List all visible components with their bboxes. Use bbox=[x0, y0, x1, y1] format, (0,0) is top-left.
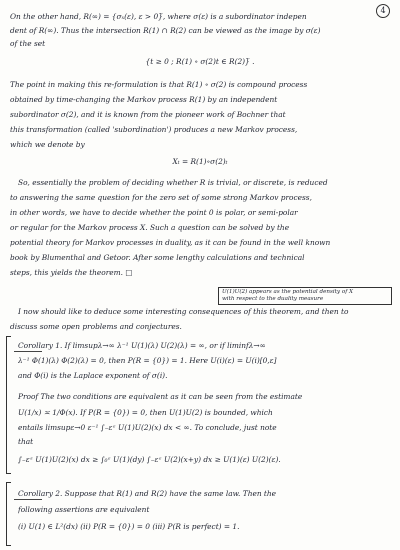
text-line: λ⁻¹ Φ(1)(λ) Φ(2)(λ) = 0, then P(R = {0}) = 1. Here U(i)(ε) = U(i)[0,ε] bbox=[18, 356, 277, 365]
text-line: I now should like to deduce some interesting consequences of this theorem, and then to bbox=[18, 307, 349, 316]
corollary-2-line: Corollary 2. Suppose that R(1) and R(2) have the same law. Then the bbox=[18, 489, 277, 498]
note-line: with respect to the duality measure bbox=[222, 296, 324, 302]
text-line: of the set bbox=[10, 39, 46, 48]
formula-set: {t ≥ 0 ; R(1) ∘ σ(2)t ∈ R(2)}̅ . bbox=[145, 57, 255, 66]
underline-rule bbox=[14, 351, 42, 352]
text-line: following assertions are equivalent bbox=[18, 505, 150, 514]
text-line: subordinator σ(2), and it is known from the pioneer work of Bochner that bbox=[10, 110, 286, 119]
text-line: to answering the same question for the zero set of some strong Markov process, bbox=[10, 193, 312, 202]
text-line: U(1/x) ≍ 1/Φ(x). If P(R = {0}) = 0, then U(1)U(2) is bounded, which bbox=[18, 408, 273, 417]
text-line: that bbox=[18, 437, 34, 446]
text-line: On the other hand, R(∞) = {σₓ(ε), ε > 0}̅, where σ(ε) is a subordinator indepen bbox=[10, 12, 307, 21]
text-line: which we denote by bbox=[10, 140, 85, 149]
formula-x: Xₜ = R(1)∘σ(2)ₜ bbox=[172, 157, 228, 166]
text-line: book by Blumenthal and Getoor. After some lengthy calculations and technical bbox=[10, 253, 305, 262]
text-line: obtained by time-changing the Markov process R(1) by an independent bbox=[10, 95, 278, 104]
corollary-bracket bbox=[6, 482, 11, 546]
corollary-bracket bbox=[6, 336, 11, 474]
text-line: potential theory for Markov processes in duality, as it can be found in the well known bbox=[10, 238, 331, 247]
proof-line: Proof The two conditions are equivalent as it can be seen from the estimate bbox=[18, 392, 303, 401]
text-line: or regular for the Markov process X. Such a question can be solved by the bbox=[10, 223, 290, 232]
text-line: So, essentially the problem of deciding whether R is trivial, or discrete, is reduced bbox=[18, 178, 328, 187]
text-line: and Φ(i) is the Laplace exponent of σ(i). bbox=[18, 371, 168, 380]
note-line: U(1)U(2) appears as the potential density of X bbox=[222, 289, 354, 295]
text-line: this transformation (called 'subordination') produces a new Markov process, bbox=[10, 125, 298, 134]
text-line: entails limsupε→0 ε⁻¹ ∫₋εᵋ U(1)U(2)(x) dx < ∞. To conclude, just note bbox=[18, 423, 277, 432]
text-line: dent of R(∞). Thus the intersection R(1) ∩ R(2) can be viewed as the image by σ(ε) bbox=[10, 26, 321, 35]
text-line: The point in making this re-formulation is that R(1) ∘ σ(2) is compound process bbox=[10, 80, 308, 89]
corollary-1-line: Corollary 1. If limsupλ→∞ λ⁻¹ U(1)(λ) U(2)(λ) = ∞, or if liminfλ→∞ bbox=[18, 341, 266, 350]
text-line: in other words, we have to decide whether the point 0 is polar, or semi-polar bbox=[10, 208, 298, 217]
assertions-line: (i) U(1) ∈ L²(dx) (ii) P(R = {0}) = 0 (iii) P(R is perfect) = 1. bbox=[18, 522, 240, 531]
formula-integral: ∫₋εᵋ U(1)U(2)(x) dx ≥ ∫₀ᵋ U(1)(dy) ∫₋εᵋ U(2)(x+y) dx ≥ U(1)(ε) U(2)(ε). bbox=[18, 455, 281, 464]
margin-note bbox=[218, 287, 392, 305]
underline-rule bbox=[14, 499, 42, 500]
text-line: discuss some open problems and conjectures. bbox=[10, 322, 182, 331]
page-number: 4 bbox=[376, 4, 390, 18]
text-line: steps, this yields the theorem. □ bbox=[10, 268, 133, 277]
